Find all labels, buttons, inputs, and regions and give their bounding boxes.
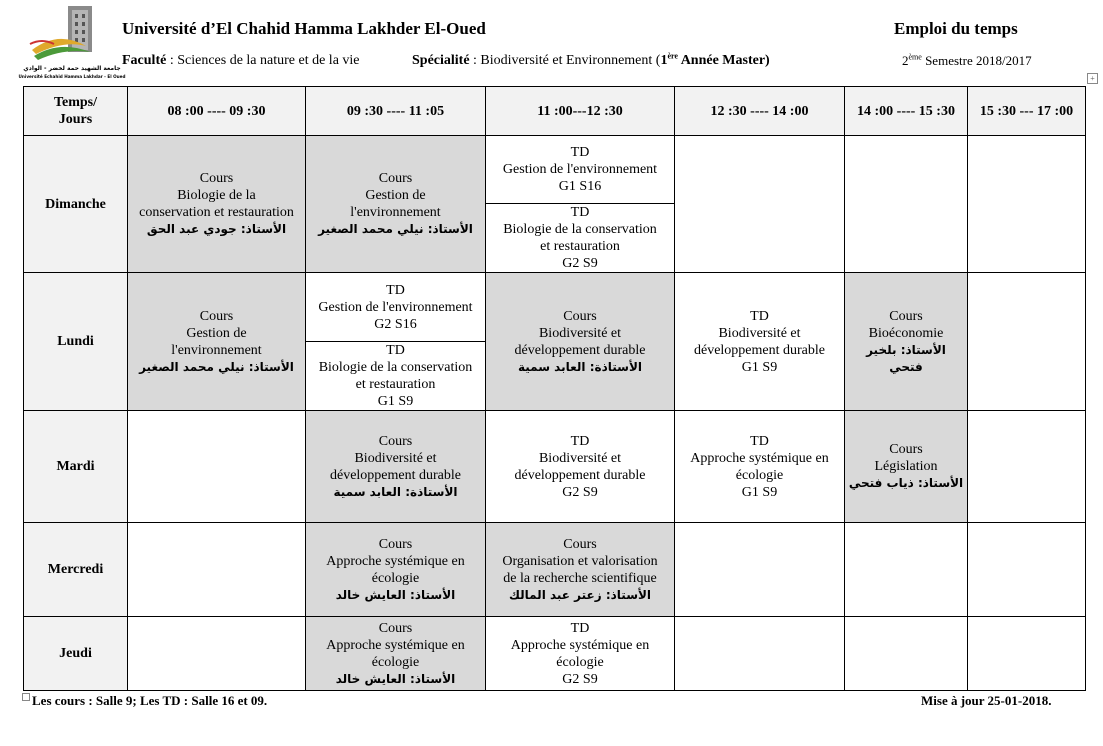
day-dimanche: Dimanche (24, 136, 128, 273)
session-cell: TD Approche systémique en écologie G1 S9 (675, 411, 845, 523)
day-mercredi: Mercredi (24, 523, 128, 617)
time-slot-3: 11 :00---12 :30 (486, 87, 675, 136)
faculty-label: Faculté (122, 53, 167, 68)
empty-cell (968, 273, 1086, 411)
day-jeudi: Jeudi (24, 617, 128, 691)
empty-cell (968, 523, 1086, 617)
small-box-icon (22, 693, 30, 701)
time-slot-6: 15 :30 --- 17 :00 (968, 87, 1086, 136)
speciality-value: : Biodiversité et Environnement ( (469, 53, 661, 68)
day-mardi: Mardi (24, 411, 128, 523)
row-mercredi (24, 523, 1086, 617)
session-cell: Cours Gestion de l'environnement الأستاذ: نيلي محمد الصغير (128, 273, 306, 411)
session-cell: TD Biodiversité et développement durable G1 S9 (675, 273, 845, 411)
empty-cell (675, 136, 845, 273)
session-cell: TD Approche systémique en écologie G2 S9 (486, 617, 675, 691)
session-cell: TD Biodiversité et développement durable G2 S9 (486, 411, 675, 523)
semester: 2ème Semestre 2018/2017 (902, 52, 1032, 68)
day-lundi: Lundi (24, 273, 128, 411)
time-slot-4: 12 :30 ---- 14 :00 (675, 87, 845, 136)
university-name: Université d’El Chahid Hamma Lakhder El-Oued (122, 19, 486, 38)
session-cell: Cours Biodiversité et développement durable الأستاذة: العابد سمية (486, 273, 675, 411)
session-cell: TD Gestion de l'environnement G2 S16 (306, 273, 486, 342)
time-slot-1: 08 :00 ---- 09 :30 (128, 87, 306, 136)
session-cell: Cours Approche systémique en écologie الأستاذ: العايش خالد (306, 523, 486, 617)
session-cell: Cours Législation الأستاذ: ذياب فتحي (845, 411, 968, 523)
time-slot-2: 09 :30 ---- 11 :05 (306, 87, 486, 136)
empty-cell (968, 617, 1086, 691)
speciality-year: 1ère Année Master) (660, 51, 770, 68)
empty-cell (845, 617, 968, 691)
session-cell: Cours Organisation et valorisation de la recherche scientifique الأستاذ: زعتر عبد المالك (486, 523, 675, 617)
time-slot-5: 14 :00 ---- 15 :30 (845, 87, 968, 136)
faculty-line (122, 53, 360, 69)
empty-cell (128, 411, 306, 523)
row-lundi (24, 273, 1086, 342)
empty-cell (128, 617, 306, 691)
faculty-value: : Sciences de la nature et de la vie (166, 53, 360, 68)
empty-cell (675, 617, 845, 691)
empty-cell (968, 411, 1086, 523)
empty-cell (675, 523, 845, 617)
table-move-handle-icon[interactable]: + (1087, 73, 1098, 84)
session-cell: Cours Approche systémique en écologie الأستاذ: العايش خالد (306, 617, 486, 691)
session-cell: Cours Bioéconomie الأستاذ: بلخير فتحي (845, 273, 968, 411)
empty-cell (845, 136, 968, 273)
session-cell: Cours Gestion de l'environnement الأستاذ: نيلي محمد الصغير (306, 136, 486, 273)
document-title: Emploi du temps (894, 19, 1018, 38)
logo-text-fr: Université Echahid Hamma Lakhdar - El Oued (18, 74, 126, 79)
row-mardi (24, 411, 1086, 523)
row-jeudi (24, 617, 1086, 691)
empty-cell (128, 523, 306, 617)
speciality-line (412, 53, 770, 69)
speciality-label: Spécialité (412, 53, 470, 68)
session-cell: TD Biologie de la conservation et restauration G2 S9 (486, 204, 675, 273)
timetable (23, 86, 1086, 691)
session-cell: TD Gestion de l'environnement G1 S16 (486, 136, 675, 204)
university-logo (18, 4, 126, 80)
header-row (24, 87, 1086, 136)
session-cell: Cours Biodiversité et développement durable الأستاذة: العابد سمية (306, 411, 486, 523)
session-cell: TD Biologie de la conservation et restauration G1 S9 (306, 342, 486, 411)
update-note: Mise à jour 25-01-2018. (921, 693, 1052, 708)
empty-cell (968, 136, 1086, 273)
logo-text-ar: جامعة الشهيد حمة لخضر - الوادي (23, 65, 121, 72)
empty-cell (845, 523, 968, 617)
row-dimanche (24, 136, 1086, 204)
session-cell: Cours Biologie de la conservation et restauration الأستاذ: جودي عبد الحق (128, 136, 306, 273)
corner-cell: Temps/ Jours (24, 87, 128, 136)
rooms-note: Les cours : Salle 9; Les TD : Salle 16 et 09. (22, 693, 267, 709)
